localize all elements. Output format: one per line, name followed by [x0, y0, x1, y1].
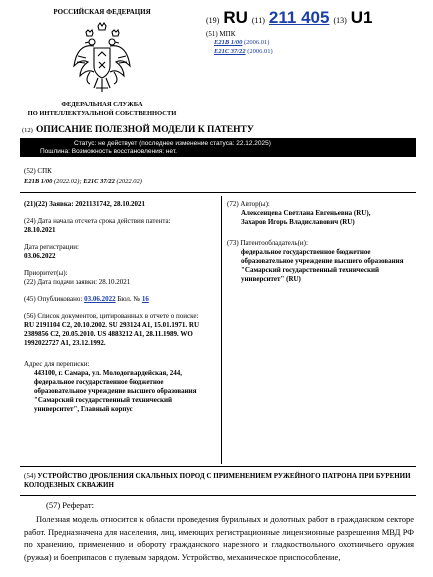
mpk-label: (51) МПК — [206, 30, 236, 38]
mpk-item-1 — [214, 39, 269, 47]
address-label: Адрес для переписки: — [24, 360, 90, 368]
spk-code-b: E21C 37/22 — [83, 178, 115, 185]
address-value: 443100, г. Самара, ул. Молодогвардейская, 244, федеральное государственное бюджетное образовательное учреждение высшего образования "Самарский государственный технический университет", Главный корпус — [34, 369, 197, 413]
document-title: ОПИСАНИЕ ПОЛЕЗНОЙ МОДЕЛИ К ПАТЕНТУ — [36, 125, 254, 135]
fee-text: Пошлина: Возможность восстановления: нет. — [40, 148, 177, 155]
application-line: (21)(22) Заявка: 2021131742, 28.10.2021 — [24, 200, 145, 208]
spk-code-b-date: (2022.02) — [116, 178, 142, 185]
mpk2-date: (2006.01) — [247, 48, 273, 55]
owner-value: федеральное государственное бюджетное образовательное учреждение высшего образования "Самарский государственный технический университет" (RU) — [241, 248, 404, 283]
abstract-divider — [20, 495, 416, 496]
patent-number-block — [206, 8, 373, 28]
code-13: (13) — [333, 16, 347, 25]
status-text: Статус: не действует (последнее изменение статуса: 22.12.2025) — [74, 140, 271, 147]
spk-code-a: E21B 1/00 — [24, 178, 53, 185]
author-2: Захаров Игорь Владиславович (RU) — [241, 218, 355, 226]
invention-title-block — [24, 472, 414, 490]
title-code: (12) — [22, 127, 33, 134]
abstract-text: Полезная модель относится к области проведения бурильных и долотных работ в гражданском секторе работ. Предназначена для населения, лиц, имеющих регистрационные лицензионные разрешения МВД РФ по хранению, применению и обороту гражданского нарезного и гладкоствольного охотничьего оружия (ружья) и боеприпасов с пулевым зарядом. Устройство, механическое приспособление, — [24, 514, 414, 562]
registration-value: 03.06.2022 — [24, 252, 56, 260]
status-bar — [20, 139, 416, 157]
owner-label: (73) Патентообладатель(и): — [227, 239, 308, 247]
spk-label: (52) СПК — [24, 167, 52, 175]
invention-title: УСТРОЙСТВО ДРОБЛЕНИЯ СКАЛЬНЫХ ПОРОД С ПРИМЕНЕНИЕМ РУЖЕЙНОГО ПАТРОНА ПРИ БУРЕНИИ КОЛОДЕЗНЫХ СКВАЖИН — [24, 472, 411, 489]
spk-divider — [20, 192, 416, 193]
mpk1-class-link[interactable]: E21B 1/00 — [214, 39, 243, 46]
country-code: RU — [223, 8, 248, 27]
registration-label: Дата регистрации: — [24, 243, 79, 251]
coat-of-arms-icon — [72, 22, 132, 96]
patent-number-link[interactable]: 211 405 — [268, 8, 330, 27]
bulletin-number-link[interactable]: 16 — [141, 295, 149, 303]
column-divider — [221, 196, 222, 464]
published-line — [24, 295, 214, 304]
published-label: (45) Опубликовано: — [24, 295, 83, 303]
agency-name-line2: ПО ИНТЕЛЛЕКТУАЛЬНОЙ СОБСТВЕННОСТИ — [27, 110, 177, 117]
spk-codes — [24, 178, 142, 186]
invention-code: (54) — [24, 472, 36, 480]
agency-name-line1: ФЕДЕРАЛЬНАЯ СЛУЖБА — [61, 101, 143, 108]
priority-value: (22) Дата подачи заявки: 28.10.2021 — [24, 278, 131, 286]
abstract-label: (57) Реферат: — [46, 500, 94, 510]
author-1: Алексенцева Светлана Евгеньевна (RU), — [241, 209, 371, 217]
mpk-item-2 — [214, 48, 273, 56]
left-column — [24, 200, 214, 414]
mpk2-class-link[interactable]: E21C 37/22 — [214, 48, 246, 55]
term-start-label: (24) Дата начала отсчета срока действия патента: — [24, 217, 171, 225]
invention-divider — [20, 466, 416, 467]
country-name: РОССИЙСКАЯ ФЕДЕРАЦИЯ — [53, 8, 151, 16]
spk-code-a-date: (2022.02); — [53, 178, 82, 185]
cited-docs-value: RU 2191104 C2, 20.10.2002. SU 293124 A1, 15.01.1971. RU 2389856 C2, 20.05.2010. US 4883212 A1, 28.11.1989. WO 1992022727 A1, 23.12.1992. — [24, 321, 200, 347]
code-19: (19) — [206, 16, 220, 25]
code-11: (11) — [251, 16, 265, 25]
bulletin-label: Бюл. № — [117, 295, 141, 303]
term-start-value: 28.10.2021 — [24, 226, 56, 234]
authors-label: (72) Автор(ы): — [227, 200, 270, 208]
priority-label: Приоритет(ы): — [24, 269, 68, 277]
mpk1-date: (2006.01) — [243, 39, 270, 46]
published-date-link[interactable]: 03.06.2022 — [84, 295, 116, 303]
cited-docs-label: (56) Список документов, цитированных в отчете о поиске: — [24, 312, 199, 320]
right-column — [227, 200, 415, 284]
kind-code: U1 — [350, 8, 373, 27]
